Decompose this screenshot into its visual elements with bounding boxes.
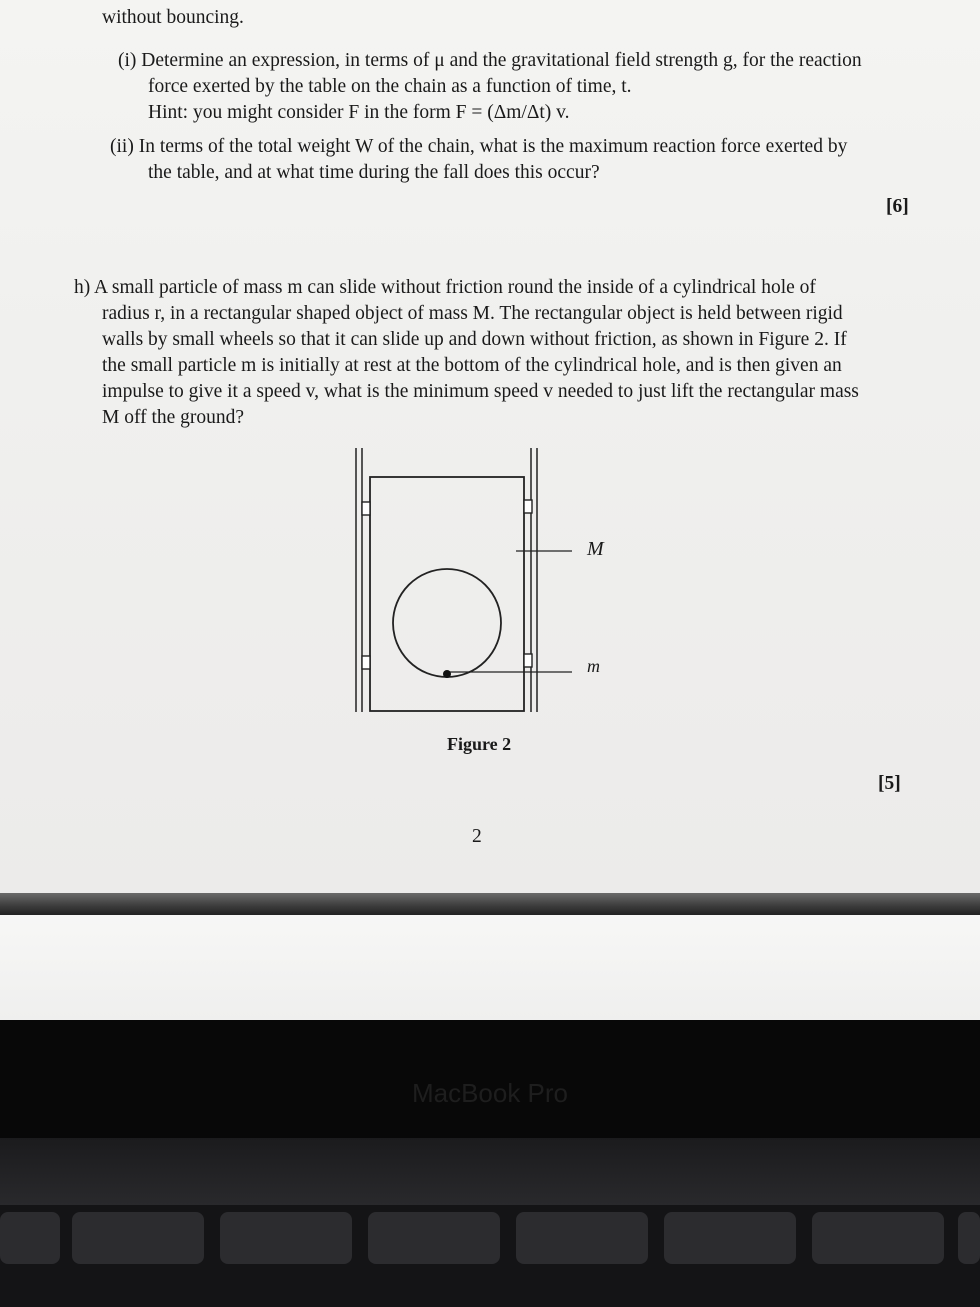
wheel-bottom-left <box>362 656 370 669</box>
marks-label-g: [6] <box>886 196 909 217</box>
part-h-line-3: walls by small wheels so that it can slide up and down without friction, as shown in Figure 2. If <box>102 329 847 350</box>
part-h-line-1: h) A small particle of mass m can slide without friction round the inside of a cylindrical hole of <box>74 277 816 298</box>
part-h-line-2: radius r, in a rectangular shaped object of mass M. The rectangular object is held between rigid <box>102 303 843 324</box>
part-ii-line-1: (ii) In terms of the total weight W of the chain, what is the maximum reaction force exerted by <box>110 136 848 157</box>
part-h-line-4: the small particle m is initially at rest at the bottom of the cylindrical hole, and is then given an <box>102 355 842 376</box>
wheel-bottom-right <box>524 654 532 667</box>
page-number: 2 <box>472 826 482 847</box>
figure-label-M: M <box>587 538 604 560</box>
device-brand-label: MacBook Pro <box>411 1078 569 1108</box>
cylindrical-hole <box>393 569 501 677</box>
laptop-hinge <box>0 1138 980 1210</box>
screen-bottom-edge <box>0 915 980 1020</box>
keyboard-key[interactable] <box>72 1212 204 1264</box>
part-i-line-1: (i) Determine an expression, in terms of μ and the gravitational field strength g, for the reaction <box>118 50 862 71</box>
keyboard-key[interactable] <box>368 1212 500 1264</box>
wheel-top-right <box>524 500 532 513</box>
keyboard-key[interactable] <box>220 1212 352 1264</box>
figure-label-m: m <box>587 656 600 676</box>
figure-caption: Figure 2 <box>447 734 512 754</box>
part-h-line-5: impulse to give it a speed v, what is the minimum speed v needed to just lift the rectangular mass <box>102 381 859 402</box>
part-h-line-6: M off the ground? <box>102 407 245 428</box>
part-ii-line-2: the table, and at what time during the fall does this occur? <box>148 162 600 183</box>
particle-m <box>443 670 451 678</box>
keyboard-key[interactable] <box>664 1212 796 1264</box>
keyboard-key[interactable] <box>516 1212 648 1264</box>
keyboard-key[interactable] <box>958 1212 980 1264</box>
part-i-hint: Hint: you might consider F in the form F = (Δm/Δt) v. <box>148 102 570 123</box>
part-i-line-2: force exerted by the table on the chain as a function of time, t. <box>148 76 632 97</box>
figure-2-diagram <box>340 440 640 730</box>
keyboard-key[interactable] <box>812 1212 944 1264</box>
keyboard-key[interactable] <box>0 1212 60 1264</box>
screen-bottom-bar <box>0 893 980 915</box>
text-line-top: without bouncing. <box>102 7 244 28</box>
wheel-top-left <box>362 502 370 515</box>
marks-label-h: [5] <box>878 773 901 794</box>
